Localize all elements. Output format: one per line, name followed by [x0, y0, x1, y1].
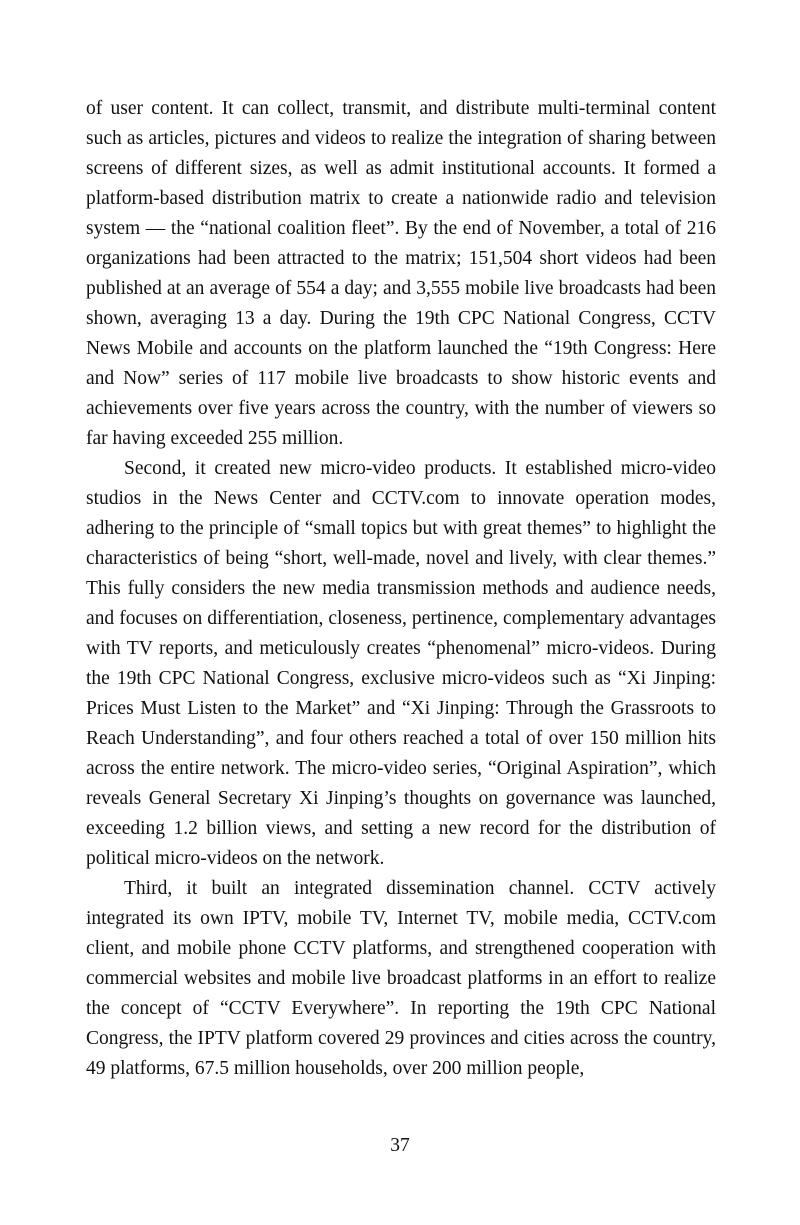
paragraph-continued: of user content. It can collect, transmit, and distribute multi-terminal content such as articles, pictures and videos to realize the integration of sharing between screens of different sizes, as well as admit institutional accounts. It formed a platform-based distribution matrix to create a nationwide radio and television system — the “national coalition fleet”. By the end of November, a total of 216 organizations had been attracted to the matrix; 151,504 short videos had been published at an average of 554 a day; and 3,555 mobile live broadcasts had been shown, averaging 13 a day. During the 19th CPC National Congress, CCTV News Mobile and accounts on the platform launched the “19th Congress: Here and Now” series of 117 mobile live broadcasts to show historic events and achievements over five years across the country, with the number of viewers so far having exceeded 255 million.	[86, 98, 716, 449]
paragraph-micro-video-products: Second, it created new micro-video products. It established micro-video studios in the News Center and CCTV.com to innovate operation modes, adhering to the principle of “small topics but with great themes” to highlight the characteristics of being “short, well-made, novel and lively, with clear themes.” This fully considers the new media transmission methods and audience needs, and focuses on differentiation, closeness, pertinence, complementary advantages with TV reports, and meticulously creates “phenomenal” micro-videos. During the 19th CPC National Congress, exclusive micro-videos such as “Xi Jinping: Prices Must Listen to the Market” and “Xi Jinping: Through the Grassroots to Reach Understanding”, and four others reached a total of over 150 million hits across the entire network. The micro-video series, “Original Aspiration”, which reveals General Secretary Xi Jinping’s thoughts on governance was launched, exceeding 1.2 billion views, and setting a new record for the distribution of political micro-videos on the network.	[86, 458, 716, 869]
page-number: 37	[390, 1135, 410, 1156]
paragraph-dissemination-channel: Third, it built an integrated dissemination channel. CCTV actively integrated its own IPTV, mobile TV, Internet TV, mobile media, CCTV.com client, and mobile phone CCTV platforms, and strengthened cooperation with commercial websites and mobile live broadcast platforms in an effort to realize the concept of “CCTV Everywhere”. In reporting the 19th CPC National Congress, the IPTV platform covered 29 provinces and cities across the country, 49 platforms, 67.5 million households, over 200 million people,	[86, 878, 716, 1079]
document-page	[86, 94, 716, 1084]
